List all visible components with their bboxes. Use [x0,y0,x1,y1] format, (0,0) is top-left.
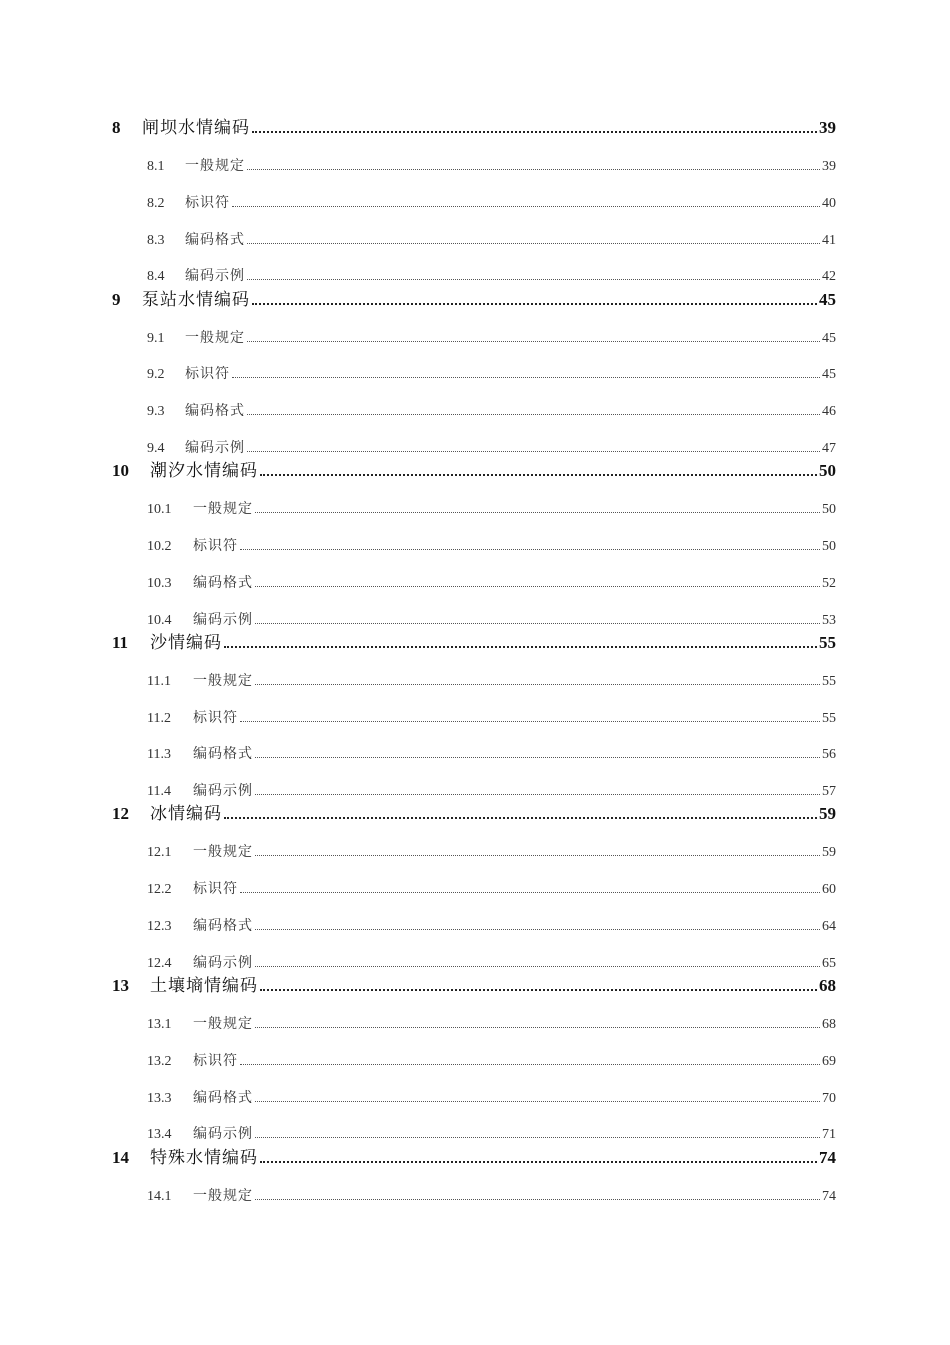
toc-entry-number: 10 [112,461,129,480]
toc-entry-title: 土壤墒情编码 [150,976,258,996]
toc-entry-page: 45 [822,331,836,346]
toc-entry-number: 10.1 [147,502,172,517]
toc-entry-number: 9.1 [147,331,165,346]
toc-entry-number: 10.3 [147,576,172,591]
dot-leader [260,988,817,991]
toc-entry-title: 编码格式 [193,575,253,591]
toc-section-entry[interactable] [147,707,836,727]
toc-chapter-entry[interactable] [112,628,836,653]
toc-entry-page: 42 [822,269,836,284]
toc-section-entry[interactable] [147,1050,836,1070]
toc-entry-number: 9.4 [147,441,165,456]
dot-leader [260,1160,817,1163]
toc-entry-number: 10.4 [147,613,172,628]
toc-entry-title: 泵站水情编码 [142,290,250,310]
toc-entry-title: 编码示例 [193,612,253,628]
dot-leader [224,645,817,648]
toc-entry-number: 12.3 [147,919,172,934]
dot-leader [255,793,820,795]
toc-entry-number: 8.2 [147,196,165,211]
toc-section-entry[interactable] [147,572,836,592]
dot-leader [247,242,820,244]
toc-entry-page: 64 [822,919,836,934]
toc-entry-title: 沙情编码 [150,633,222,653]
dot-leader [224,816,817,819]
toc-entry-title: 标识符 [193,710,238,726]
dot-leader [255,928,820,930]
toc-section-entry[interactable] [147,952,836,972]
toc-entry-number: 13.2 [147,1054,172,1069]
toc-entry-number: 14.1 [147,1189,172,1204]
toc-entry-page: 45 [819,290,836,309]
toc-entry-number: 9 [112,290,121,309]
toc-entry-page: 70 [822,1091,836,1106]
toc-entry-page: 50 [819,461,836,480]
toc-entry-number: 11.3 [147,747,171,762]
toc-entry-title: 编码格式 [193,1090,253,1106]
toc-section-entry[interactable] [147,363,836,383]
toc-entry-number: 12.4 [147,956,172,971]
toc-entry-title: 标识符 [185,195,230,211]
toc-section-entry[interactable] [147,878,836,898]
dot-leader [247,278,820,280]
toc-entry-title: 潮汐水情编码 [150,461,258,481]
toc-entry-number: 8 [112,118,121,137]
toc-section-entry[interactable] [147,915,836,935]
dot-leader [255,965,820,967]
toc-entry-number: 12.2 [147,882,172,897]
toc-chapter-entry[interactable] [112,285,836,310]
toc-entry-number: 8.1 [147,159,165,174]
dot-leader [240,548,820,550]
dot-leader [255,622,820,624]
toc-entry-page: 56 [822,747,836,762]
toc-section-entry[interactable] [147,609,836,629]
toc-entry-page: 40 [822,196,836,211]
toc-section-entry[interactable] [147,437,836,457]
toc-chapter-entry[interactable] [112,113,836,138]
toc-entry-page: 53 [822,613,836,628]
toc-entry-number: 13.1 [147,1017,172,1032]
toc-entry-title: 一般规定 [193,673,253,689]
dot-leader [232,376,820,378]
toc-entry-title: 编码格式 [185,403,245,419]
toc-section-entry[interactable] [147,229,836,249]
toc-section-entry[interactable] [147,400,836,420]
toc-entry-title: 编码示例 [193,1126,253,1142]
toc-entry-page: 69 [822,1054,836,1069]
toc-entry-title: 一般规定 [193,501,253,517]
toc-entry-page: 47 [822,441,836,456]
toc-entry-number: 13.4 [147,1127,172,1142]
toc-entry-page: 60 [822,882,836,897]
toc-entry-number: 14 [112,1148,129,1167]
dot-leader [240,1063,820,1065]
toc-entry-title: 一般规定 [185,158,245,174]
dot-leader [240,720,820,722]
dot-leader [255,854,820,856]
toc-entry-page: 46 [822,404,836,419]
toc-entry-title: 编码示例 [193,783,253,799]
toc-entry-title: 闸坝水情编码 [142,118,250,138]
toc-entry-page: 68 [822,1017,836,1032]
dot-leader [247,413,820,415]
toc-entry-page: 41 [822,233,836,248]
toc-entry-number: 9.3 [147,404,165,419]
toc-entry-title: 冰情编码 [150,804,222,824]
toc-entry-number: 11 [112,633,129,652]
toc-section-entry[interactable] [147,780,836,800]
toc-entry-page: 50 [822,502,836,517]
dot-leader [255,1136,820,1138]
dot-leader [255,1198,820,1200]
toc-entry-title: 编码示例 [185,440,245,456]
toc-entry-page: 55 [819,633,836,652]
toc-entry-page: 74 [819,1148,836,1167]
toc-entry-number: 11.4 [147,784,171,799]
toc-entry-title: 标识符 [193,538,238,554]
toc-section-entry[interactable] [147,1185,836,1205]
toc-entry-page: 55 [822,674,836,689]
toc-section-entry[interactable] [147,841,836,861]
dot-leader [260,473,817,476]
toc-entry-page: 45 [822,367,836,382]
toc-entry-page: 39 [822,159,836,174]
toc-section-entry[interactable] [147,1087,836,1107]
toc-section-entry[interactable] [147,1123,836,1143]
dot-leader [255,511,820,513]
toc-entry-page: 74 [822,1189,836,1204]
toc-entry-title: 一般规定 [193,1188,253,1204]
toc-entry-page: 52 [822,576,836,591]
toc-section-entry[interactable] [147,327,836,347]
toc-entry-title: 编码示例 [193,955,253,971]
toc-entry-number: 12 [112,804,129,823]
dot-leader [247,168,820,170]
dot-leader [247,450,820,452]
toc-section-entry[interactable] [147,670,836,690]
toc-section-entry[interactable] [147,1013,836,1033]
toc-entry-title: 标识符 [193,881,238,897]
toc-entry-number: 12.1 [147,845,172,860]
toc-entry-title: 编码示例 [185,268,245,284]
toc-entry-title: 一般规定 [185,330,245,346]
toc-chapter-entry[interactable] [112,971,836,996]
toc-entry-number: 11.1 [147,674,171,689]
toc-entry-number: 8.4 [147,269,165,284]
toc-entry-title: 标识符 [193,1053,238,1069]
toc-section-entry[interactable] [147,535,836,555]
toc-section-entry[interactable] [147,155,836,175]
toc-entry-page: 59 [819,804,836,823]
toc-section-entry[interactable] [147,265,836,285]
toc-entry-page: 57 [822,784,836,799]
toc-entry-number: 11.2 [147,711,171,726]
toc-entry-title: 编码格式 [185,232,245,248]
toc-entry-number: 9.2 [147,367,165,382]
dot-leader [252,130,817,133]
dot-leader [240,891,820,893]
toc-chapter-entry[interactable] [112,799,836,824]
toc-section-entry[interactable] [147,192,836,212]
toc-entry-title: 编码格式 [193,918,253,934]
dot-leader [255,1100,820,1102]
toc-entry-title: 编码格式 [193,746,253,762]
toc-entry-page: 68 [819,976,836,995]
dot-leader [255,1026,820,1028]
dot-leader [252,302,817,305]
toc-entry-title: 一般规定 [193,1016,253,1032]
dot-leader [255,756,820,758]
toc-entry-title: 一般规定 [193,844,253,860]
toc-section-entry[interactable] [147,743,836,763]
toc-entry-number: 10.2 [147,539,172,554]
dot-leader [255,683,820,685]
dot-leader [247,340,820,342]
dot-leader [255,585,820,587]
toc-entry-number: 13.3 [147,1091,172,1106]
toc-chapter-entry[interactable] [112,456,836,481]
toc-entry-page: 55 [822,711,836,726]
toc-entry-page: 65 [822,956,836,971]
toc-entry-page: 39 [819,118,836,137]
toc-entry-title: 特殊水情编码 [150,1148,258,1168]
toc-entry-number: 8.3 [147,233,165,248]
toc-entry-page: 59 [822,845,836,860]
toc-entry-title: 标识符 [185,366,230,382]
toc-entry-number: 13 [112,976,129,995]
toc-section-entry[interactable] [147,498,836,518]
toc-entry-page: 50 [822,539,836,554]
toc-entry-page: 71 [822,1127,836,1142]
toc-chapter-entry[interactable] [112,1143,836,1168]
dot-leader [232,205,820,207]
